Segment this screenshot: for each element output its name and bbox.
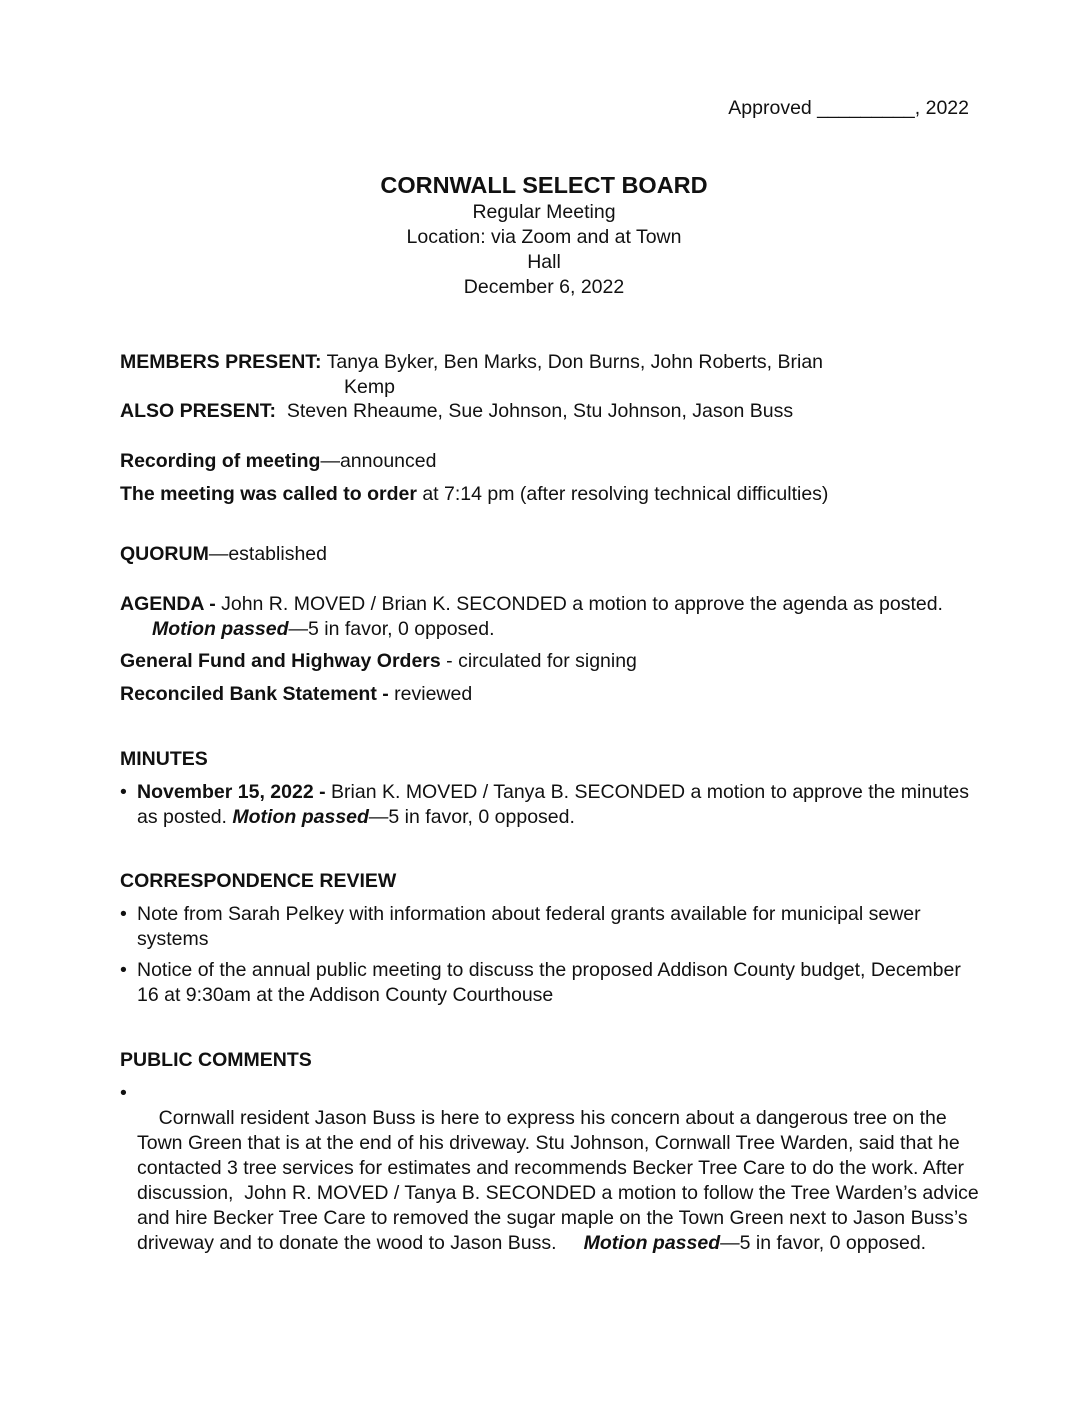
minutes-result: —5 in favor, 0 opposed. (368, 806, 575, 828)
meeting-type: Regular Meeting (472, 201, 616, 223)
call-to-order-label: The meeting was called to order (120, 483, 417, 505)
public-comment-motion: Motion passed (583, 1232, 721, 1254)
list-item (120, 780, 980, 830)
agenda-result: —5 in favor, 0 opposed. (288, 618, 495, 640)
meeting-location-line2: Hall (527, 251, 561, 273)
bullet-icon: • (120, 903, 127, 925)
also-present-list: Steven Rheaume, Sue Johnson, Stu Johnson, Jason Buss (286, 400, 794, 422)
public-comment-text: Cornwall resident Jason Buss is here to express his concern about a dangerous tree on the Town Green that is at the end of his driveway. Stu Johnson, Cornwall Tree Warden, said that he contacted 3 tree services for estimates and recommends Becker Tree Care to do the work. After discussion, John R. MOVED / Tanya B. SECONDED a motion to follow the Tree Warden’s advice and hire Becker Tree Care to removed the sugar maple on the Town Green next to Jason Buss’s driveway and to donate the wood to Jason Buss. (137, 1107, 985, 1254)
orders-value: - circulated for signing (440, 650, 637, 672)
document-header (350, 170, 738, 300)
agenda-motion: Motion passed (152, 618, 289, 640)
members-present-list: Tanya Byker, Ben Marks, Don Burns, John Roberts, Brian (326, 351, 824, 373)
agenda-text: John R. MOVED / Brian K. SECONDED a motion to approve the agenda as posted. (221, 593, 943, 615)
meeting-location-line1: Location: via Zoom and at Town (406, 226, 682, 248)
quorum-line (120, 542, 980, 567)
list-item (120, 902, 980, 952)
list-item (120, 1081, 985, 1281)
list-item (120, 958, 980, 1008)
quorum-value: —established (208, 543, 327, 565)
bank-label: Reconciled Bank Statement - (120, 683, 395, 705)
bullet-icon: • (120, 1082, 127, 1104)
quorum-label: QUORUM (120, 543, 209, 565)
orders-line (120, 649, 980, 674)
minutes-section (120, 747, 980, 830)
orders-label: General Fund and Highway Orders (120, 650, 441, 672)
members-present-continued: Kemp (344, 376, 395, 398)
also-present-label: ALSO PRESENT: (120, 400, 277, 422)
bullet-icon: • (120, 781, 127, 803)
call-to-order-line (120, 482, 980, 507)
call-to-order-value: at 7:14 pm (after resolving technical difficulties) (416, 483, 829, 505)
also-present (120, 399, 980, 424)
agenda-paragraph (120, 592, 1012, 642)
recording-value: —announced (320, 450, 437, 472)
members-present (120, 350, 980, 400)
members-present-label: MEMBERS PRESENT: (120, 351, 322, 373)
correspondence-heading: CORRESPONDENCE REVIEW (120, 870, 397, 892)
correspondence-section (120, 869, 980, 1008)
minutes-heading: MINUTES (120, 748, 208, 770)
bank-statement-line (120, 682, 980, 707)
bank-value: reviewed (394, 683, 473, 705)
correspondence-item-text: Notice of the annual public meeting to discuss the proposed Addison County budget, December 16 at 9:30am at the Addison County Courthouse (137, 959, 961, 1006)
recording-label: Recording of meeting (120, 450, 321, 472)
correspondence-item-text: Note from Sarah Pelkey with information about federal grants available for municipal sewer systems (137, 903, 921, 950)
bullet-icon: • (120, 959, 127, 981)
meeting-date: December 6, 2022 (463, 276, 625, 298)
public-comments-section (120, 1048, 985, 1281)
minutes-text: Brian K. MOVED / Tanya B. SECONDED a motion to approve the minutes as posted. (137, 781, 970, 828)
approval-line: Approved _________, 2022 (728, 97, 969, 119)
public-comment-result: —5 in favor, 0 opposed. (720, 1232, 927, 1254)
recording-line (120, 449, 980, 474)
agenda-label: AGENDA - (120, 593, 222, 615)
minutes-motion: Motion passed (232, 806, 369, 828)
minutes-date: November 15, 2022 - (137, 781, 332, 803)
board-title: CORNWALL SELECT BOARD (380, 172, 708, 198)
public-comments-heading: PUBLIC COMMENTS (120, 1049, 312, 1071)
